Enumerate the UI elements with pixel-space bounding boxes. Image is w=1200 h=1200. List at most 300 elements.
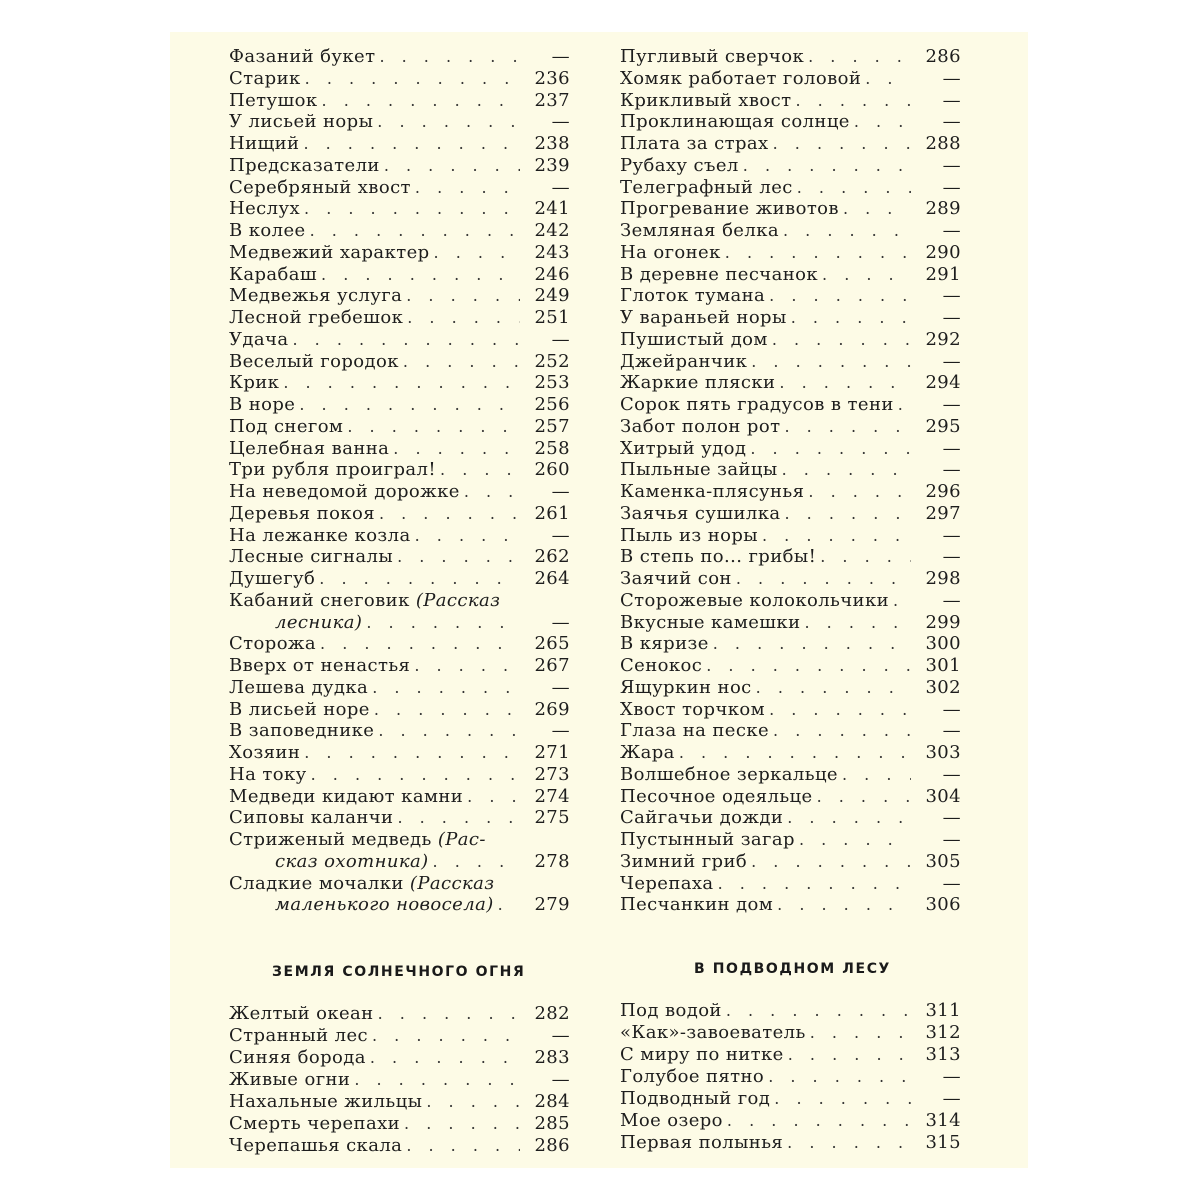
toc-entry (620, 111, 961, 133)
toc-entry (229, 1091, 570, 1113)
entry-title-text: Три рубля проиграл! (229, 459, 437, 481)
dot-leader (893, 590, 911, 612)
entry-title (620, 1044, 784, 1066)
entry-title (620, 307, 787, 329)
entry-title (620, 1022, 806, 1044)
entry-title (229, 1091, 422, 1113)
toc-entry (620, 351, 961, 373)
entry-title (620, 1000, 722, 1022)
entry-page-number: — (942, 763, 961, 785)
entry-page-number: — (942, 872, 961, 894)
toc-entry (229, 307, 570, 329)
entry-title-text: Черепаха (620, 872, 714, 894)
dot-leader (822, 264, 911, 286)
entry-title (620, 329, 768, 351)
entry-title-text: У вараньей норы (620, 307, 787, 328)
toc-entry (229, 329, 570, 351)
dot-leader (797, 177, 911, 199)
entry-title-text: Джейранчик (620, 350, 748, 372)
entry-title (229, 1069, 350, 1091)
entry-page-number: — (942, 220, 961, 241)
dot-leader (898, 394, 911, 416)
toc-entry (229, 394, 570, 416)
entry-title (229, 198, 300, 220)
toc-entry (620, 438, 961, 460)
entry-page-number: 275 (534, 807, 570, 829)
entry-title (620, 459, 778, 481)
dot-leader (799, 829, 911, 851)
entry-title-text: Лешева дудка (229, 676, 369, 698)
entry-title (620, 873, 714, 895)
entry-title-text: Пугливый сверчок (620, 46, 805, 67)
dot-leader (842, 764, 911, 786)
entry-title (229, 633, 316, 655)
entry-title (229, 329, 288, 351)
dot-leader (784, 416, 911, 438)
entry-title (620, 568, 732, 590)
entry-title-text: Смерть черепахи (229, 1113, 401, 1134)
toc-entry (620, 1022, 961, 1044)
entry-page-number: — (942, 1066, 961, 1087)
entry-title-text: Вверх от ненастья (229, 655, 411, 676)
entry-page-number: 261 (534, 502, 570, 524)
dot-leader (310, 220, 520, 242)
entry-page-number: 290 (925, 241, 961, 263)
toc-entry (620, 677, 961, 699)
entry-page-number: 269 (534, 698, 570, 720)
dot-leader (397, 807, 520, 829)
toc-entry (620, 198, 961, 220)
dot-leader (773, 133, 911, 155)
entry-title (229, 481, 460, 503)
entry-title-text: Фазаний букет (229, 46, 376, 67)
dot-leader (725, 242, 911, 264)
dot-leader (370, 1047, 520, 1069)
entry-title-text: Жара (620, 742, 675, 763)
entry-title (620, 720, 769, 742)
dot-leader (762, 525, 911, 547)
entry-title-text: Сиповы каланчи (229, 807, 394, 829)
toc-entry (229, 742, 570, 764)
entry-title-text: Петушок (229, 89, 318, 111)
entry-page-number: — (942, 154, 961, 176)
dot-leader (713, 633, 911, 655)
dot-leader (726, 1000, 911, 1022)
dot-leader (347, 416, 520, 438)
toc-entry (620, 155, 961, 177)
toc-column-right (620, 46, 961, 926)
entry-title (229, 699, 370, 721)
entry-title (620, 264, 818, 286)
dot-leader (283, 372, 520, 394)
toc-entry (229, 546, 570, 568)
entry-title-text: В степь по... грибы! (620, 546, 817, 568)
entry-page-number: 311 (925, 1000, 961, 1021)
entry-title-text: Жаркие пляски (620, 372, 776, 394)
toc-entry (229, 68, 570, 90)
entry-title-text: Песчанкин дом (620, 894, 774, 916)
entry-title (620, 1110, 723, 1132)
entry-title (229, 46, 375, 68)
entry-page-number: 305 (925, 850, 961, 872)
toc-entry (229, 1047, 570, 1069)
entry-title-subtitle: маленького новосела) (275, 894, 494, 916)
toc-entry (229, 894, 570, 916)
entry-title-text: Сладкие мочалки (229, 872, 404, 894)
dot-leader (403, 351, 520, 373)
entry-title (229, 68, 301, 90)
entry-title-text: На току (229, 763, 307, 785)
toc-entry (620, 459, 961, 481)
entry-page-number: 239 (534, 154, 570, 176)
entry-page-number: — (942, 437, 961, 459)
dot-leader (433, 851, 520, 873)
entry-title-text: Черепашья скала (229, 1135, 403, 1156)
entry-title-text: Предсказатели (229, 154, 380, 176)
dot-leader (377, 111, 520, 133)
toc-entry (229, 90, 570, 112)
dot-leader (379, 46, 520, 68)
entry-page-number: — (942, 720, 961, 742)
dot-leader (434, 242, 520, 264)
entry-title (620, 394, 894, 416)
entry-title-text: Нахальные жильцы (229, 1091, 423, 1112)
entry-title-text: Заячий сон (620, 568, 732, 589)
entry-title (229, 590, 500, 612)
toc-entry (620, 1000, 961, 1022)
entry-title-text: Ящуркин нос (620, 676, 752, 698)
dot-leader (467, 786, 520, 808)
toc-entry (229, 764, 570, 786)
entry-page-number: 241 (534, 198, 570, 220)
entry-page-number: 314 (925, 1110, 961, 1131)
entry-title (229, 285, 402, 307)
entry-title (229, 394, 295, 416)
toc-entry (620, 807, 961, 829)
dot-leader (768, 1066, 911, 1088)
entry-page-number: — (942, 807, 961, 829)
dot-leader (498, 894, 520, 916)
entry-title-text: Нищий (229, 133, 300, 154)
dot-leader (743, 155, 911, 177)
entry-title-text: Хитрый удод (620, 437, 747, 459)
entry-title (229, 807, 393, 829)
entry-page-number: 257 (534, 415, 570, 437)
toc-entry (620, 264, 961, 286)
entry-page-number: 295 (925, 415, 961, 437)
dot-leader (322, 90, 520, 112)
entry-page-number: 283 (534, 1047, 570, 1068)
dot-leader (304, 742, 520, 764)
entry-title (229, 1025, 368, 1047)
entry-title (620, 198, 839, 220)
entry-title-text: Под снегом (229, 415, 344, 437)
dot-leader (379, 503, 520, 525)
toc-entry (229, 1069, 570, 1091)
toc-entry (620, 764, 961, 786)
entry-page-number: 252 (534, 350, 570, 372)
toc-entry (620, 394, 961, 416)
toc-entry (229, 372, 570, 394)
entry-page-number: 286 (534, 1135, 570, 1156)
entry-page-number: — (551, 481, 570, 502)
entry-title-text: Крикливый хвост (620, 89, 792, 111)
toc-entry (620, 177, 961, 199)
entry-page-number: 258 (534, 437, 570, 459)
entry-title-text: Сорок пять градусов в тени (620, 394, 894, 415)
entry-title-text: Первая полынья (620, 1132, 784, 1153)
entry-page-number: — (942, 829, 961, 850)
entry-page-number: 285 (534, 1113, 570, 1134)
entry-page-number: — (942, 524, 961, 546)
entry-page-number: 313 (925, 1044, 961, 1065)
entry-title-text: Хомяк работает головой (620, 67, 862, 89)
entry-title (229, 1047, 366, 1069)
entry-page-number: 271 (534, 742, 570, 763)
dot-leader (772, 329, 911, 351)
entry-title (229, 372, 279, 394)
entry-title-text: Плата за страх (620, 133, 769, 154)
dot-leader (787, 807, 911, 829)
entry-title (229, 1113, 400, 1135)
dot-leader (319, 568, 520, 590)
entry-page-number: — (551, 524, 570, 546)
toc-section-left (229, 1003, 570, 1163)
dot-leader (788, 1044, 911, 1066)
entry-title-text: Кабаний снеговик (229, 589, 410, 611)
entry-page-number: 242 (534, 220, 570, 241)
toc-entry (620, 1066, 961, 1088)
entry-title-text: На неведомой дорожке (229, 481, 460, 502)
toc-entry (229, 807, 570, 829)
entry-title (620, 133, 769, 155)
dot-leader (372, 677, 520, 699)
dot-leader (820, 546, 911, 568)
entry-page-number: 297 (925, 502, 961, 524)
dot-leader (774, 1088, 911, 1110)
entry-title-text: Серебряный хвост (229, 176, 411, 198)
entry-title-text: Удача (229, 328, 289, 350)
entry-page-number: — (942, 1088, 961, 1109)
entry-page-number: — (942, 394, 961, 415)
entry-page-number: — (551, 611, 570, 633)
dot-leader (374, 699, 520, 721)
dot-leader (808, 46, 911, 68)
toc-entry (229, 1113, 570, 1135)
entry-page-number: 284 (534, 1091, 570, 1112)
entry-title-text: Пушистый дом (620, 328, 768, 350)
entry-title-text: Хвост торчком (620, 698, 766, 720)
entry-title-text: Пыльные зайцы (620, 459, 778, 481)
entry-title-text: На огонек (620, 241, 721, 263)
dot-leader (311, 764, 520, 786)
toc-entry (229, 873, 570, 895)
entry-title-text: Мое озеро (620, 1110, 723, 1131)
entry-title-text: Волшебное зеркальце (620, 763, 838, 785)
entry-title-text: «Как»-завоеватель (620, 1022, 806, 1043)
entry-page-number: — (942, 307, 961, 328)
entry-page-number: — (942, 589, 961, 611)
entry-title-text: Сторожевые колокольчики (620, 589, 889, 611)
entry-page-number: 302 (925, 676, 961, 698)
toc-entry (620, 873, 961, 895)
dot-leader (785, 503, 912, 525)
entry-title-text: Синяя борода (229, 1047, 366, 1068)
toc-entry (620, 481, 961, 503)
toc-entry (229, 416, 570, 438)
dot-leader (783, 220, 911, 242)
dot-leader (679, 742, 911, 764)
dot-leader (787, 1132, 911, 1154)
dot-leader (397, 546, 520, 568)
dot-leader (718, 873, 911, 895)
entry-title (229, 655, 410, 677)
entry-page-number: 299 (925, 611, 961, 633)
entry-title (620, 546, 816, 568)
toc-entry (620, 525, 961, 547)
entry-title (620, 503, 781, 525)
toc-entry (620, 894, 961, 916)
entry-page-number: — (551, 328, 570, 350)
entry-title (620, 742, 675, 764)
entry-title (620, 525, 758, 547)
dot-leader (791, 307, 911, 329)
dot-leader (407, 307, 520, 329)
dot-leader (354, 1069, 520, 1091)
dot-leader (736, 568, 911, 590)
toc-entry (229, 1135, 570, 1157)
toc-entry (229, 438, 570, 460)
dot-leader (808, 481, 911, 503)
dot-leader (378, 1003, 520, 1025)
toc-entry (620, 46, 961, 68)
entry-page-number: — (942, 67, 961, 89)
toc-entry (620, 503, 961, 525)
entry-title (620, 655, 702, 677)
dot-leader (865, 68, 911, 90)
entry-title (620, 1088, 770, 1110)
toc-entry (229, 503, 570, 525)
entry-page-number: 246 (534, 263, 570, 285)
entry-title-text: Старик (229, 67, 301, 89)
entry-title (229, 133, 299, 155)
entry-title (620, 764, 838, 786)
dot-leader (415, 525, 520, 547)
toc-entry (229, 133, 570, 155)
toc-entry (229, 1003, 570, 1025)
dot-leader (366, 612, 520, 634)
entry-page-number: 264 (534, 568, 570, 589)
toc-entry (620, 372, 961, 394)
entry-page-number: — (551, 720, 570, 742)
dot-leader (404, 1113, 520, 1135)
toc-entry (620, 655, 961, 677)
entry-page-number: 273 (534, 763, 570, 785)
entry-title (229, 220, 306, 242)
entry-title (229, 307, 403, 329)
entry-title-text: Каменка-плясунья (620, 481, 805, 502)
toc-entry (620, 742, 961, 764)
entry-title (620, 438, 746, 460)
entry-title (229, 1003, 374, 1025)
entry-title-text: Пыль из норы (620, 524, 758, 546)
entry-page-number: — (551, 676, 570, 698)
entry-title (620, 829, 795, 851)
entry-title (229, 894, 494, 916)
entry-page-number: 267 (534, 655, 570, 676)
dot-leader (305, 68, 520, 90)
entry-page-number: 279 (534, 894, 570, 916)
entry-page-number: 291 (925, 263, 961, 285)
entry-title-text: Лесной гребешок (229, 307, 404, 328)
dot-leader (706, 655, 911, 677)
entry-page-number: 236 (534, 67, 570, 89)
entry-title (620, 242, 721, 264)
toc-entry (229, 220, 570, 242)
entry-title (620, 285, 765, 307)
entry-title-text: Живые огни (229, 1069, 351, 1090)
toc-section-right (620, 1000, 961, 1160)
dot-leader (292, 329, 520, 351)
entry-title-text: Проклинающая солнце (620, 111, 850, 133)
entry-title-text: С миру по нитке (620, 1044, 784, 1065)
entry-title (620, 612, 800, 634)
dot-leader (843, 198, 911, 220)
toc-entry (229, 699, 570, 721)
entry-page-number: — (942, 698, 961, 720)
entry-title (229, 764, 307, 786)
entry-page-number: 303 (925, 742, 961, 763)
entry-page-number: — (942, 89, 961, 111)
entry-title-text: В заповеднике (229, 720, 375, 742)
dot-leader (804, 612, 911, 634)
toc-entry (229, 851, 570, 873)
entry-title-text: Душегуб (229, 568, 316, 589)
entry-title-text: Земляная белка (620, 220, 779, 241)
dot-leader (320, 633, 520, 655)
entry-title (620, 851, 747, 873)
dot-leader (727, 1110, 911, 1132)
entry-title-text: Целебная ванна (229, 437, 390, 459)
toc-entry (229, 264, 570, 286)
entry-title (229, 851, 429, 873)
dot-leader (769, 699, 911, 721)
toc-entry (229, 568, 570, 590)
toc-entry (620, 1044, 961, 1066)
entry-title (620, 633, 709, 655)
toc-entry (229, 111, 570, 133)
entry-title-text: Телеграфный лес (620, 176, 793, 198)
toc-entry (620, 1110, 961, 1132)
entry-title (229, 612, 362, 634)
entry-page-number: 238 (534, 133, 570, 154)
entry-page-number: 289 (925, 198, 961, 220)
entry-page-number: 282 (534, 1003, 570, 1024)
entry-page-number: 288 (925, 133, 961, 154)
toc-entry (620, 720, 961, 742)
toc-entry (229, 829, 570, 851)
toc-entry (620, 329, 961, 351)
dot-leader (415, 177, 520, 199)
toc-entry (229, 459, 570, 481)
entry-title (620, 481, 804, 503)
entry-title (229, 525, 411, 547)
entry-title (620, 1132, 783, 1154)
entry-title-text: Глоток тумана (620, 285, 766, 307)
entry-title (229, 829, 486, 851)
entry-page-number: 274 (534, 785, 570, 807)
toc-entry (620, 829, 961, 851)
